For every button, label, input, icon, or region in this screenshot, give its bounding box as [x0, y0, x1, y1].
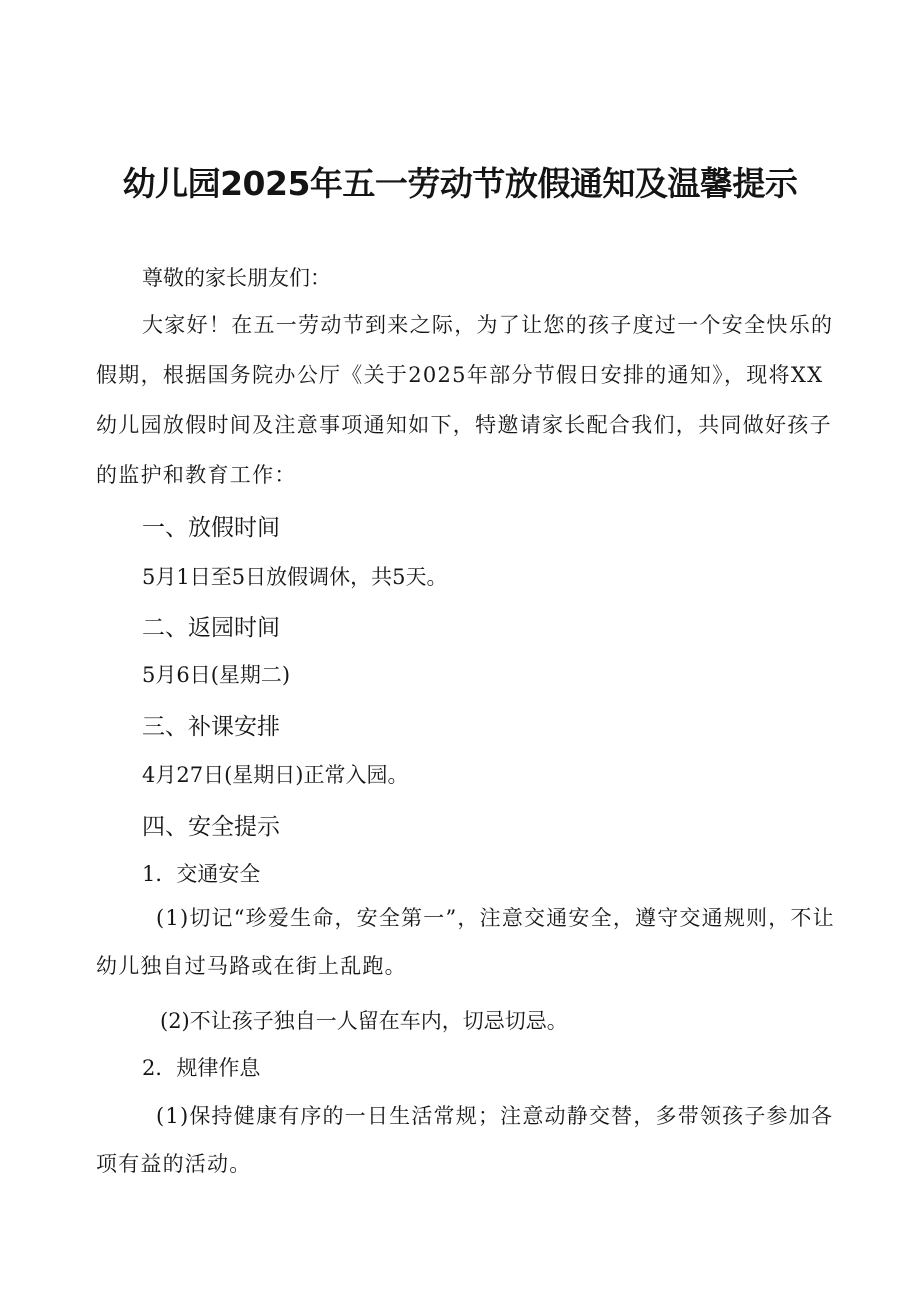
- routine-title: 2．规律作息: [142, 1056, 261, 1080]
- section-heading-safety-tips: 四、安全提示: [142, 814, 280, 840]
- return-time-content: 5月6日(星期二): [142, 663, 291, 687]
- traffic-safety-item-2: (2)不让孩子独自一人留在车内，切忌切忌。: [160, 1009, 568, 1033]
- traffic-safety-item-1: (1)切记“珍爱生命，安全第一”，注意交通安全，遵守交通规则，不让幼儿独自过马路或在街上乱跑。: [96, 906, 835, 978]
- routine-item-1: (1)保持健康有序的一日生活常规；注意动静交替，多带领孩子参加各项有益的活动。: [96, 1104, 834, 1176]
- document-title: 幼儿园2025年五一劳动节放假通知及温馨提示: [122, 164, 798, 203]
- section-heading-makeup-class: 三、补课安排: [142, 714, 280, 740]
- traffic-safety-title: 1．交通安全: [142, 862, 261, 886]
- section-heading-return-time: 二、返园时间: [142, 615, 280, 641]
- makeup-class-content: 4月27日(星期日)正常入园。: [142, 763, 409, 787]
- holiday-time-content: 5月1日至5日放假调休，共5天。: [142, 565, 448, 589]
- intro-paragraph: 大家好！在五一劳动节到来之际，为了让您的孩子度过一个安全快乐的假期，根据国务院办公厅《关于2025年部分节假日安排的通知》，现将XX幼儿园放假时间及注意事项通知如下，特邀请家长配合我们，共同做好孩子的监护和教育工作：: [96, 313, 834, 487]
- salutation: 尊敬的家长朋友们：: [142, 266, 331, 290]
- section-heading-holiday-time: 一、放假时间: [142, 515, 280, 541]
